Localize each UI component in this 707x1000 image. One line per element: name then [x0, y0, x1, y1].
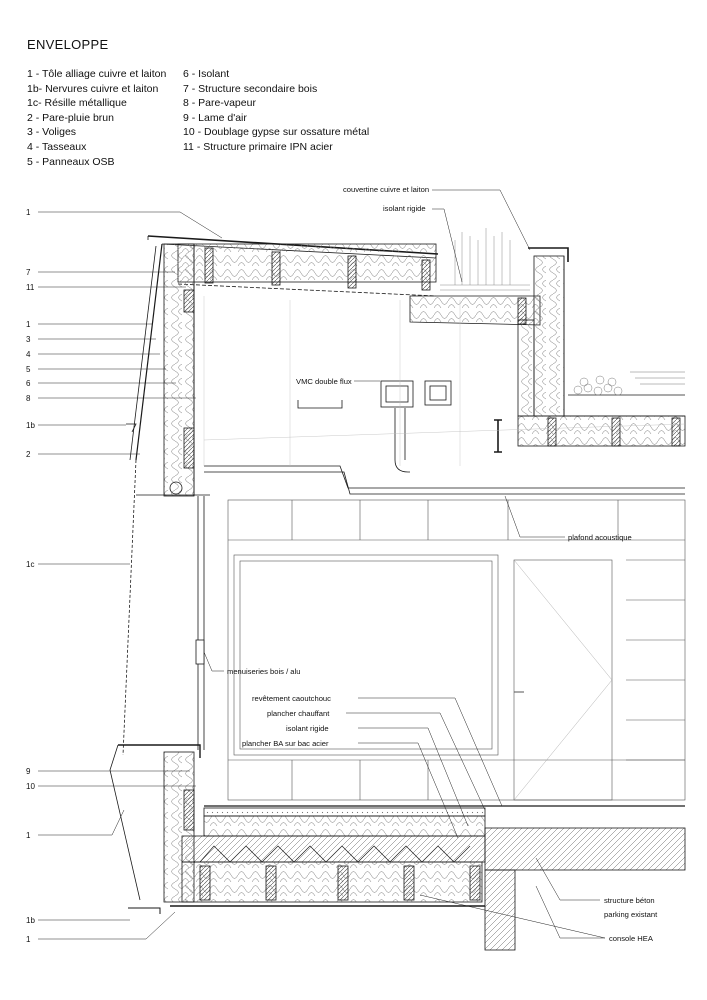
legend-item: 9 - Lame d'air	[183, 111, 247, 124]
annotation-revetement: revêtement caoutchouc	[252, 694, 331, 703]
marker: 9	[26, 767, 31, 776]
annotation-plancher-ba: plancher BA sur bac acier	[242, 739, 329, 748]
annotation-couvertine: couvertine cuivre et laiton	[343, 185, 430, 194]
legend-item: 1 - Tôle alliage cuivre et laiton	[27, 68, 167, 80]
legend-item: 1b- Nervures cuivre et laiton	[27, 82, 159, 95]
annotation-isolant-rigide-top: isolant rigide	[383, 204, 426, 213]
floor-slab	[110, 745, 685, 950]
marker: 6	[26, 379, 31, 388]
legend-item: 8 - Pare-vapeur	[183, 97, 256, 110]
legend-item: 7 - Structure secondaire bois	[183, 82, 318, 95]
window-grid	[228, 500, 685, 800]
legend-item: 2 - Pare-pluie brun	[27, 111, 114, 124]
annotation-plafond: plafond acoustique	[568, 533, 632, 542]
legend-item: 5 - Panneaux OSB	[27, 155, 115, 168]
legend-item: 4 - Tasseaux	[27, 140, 87, 153]
marker: 1	[26, 208, 31, 217]
left-markers	[26, 208, 35, 944]
legend-item: 11 - Structure primaire IPN acier	[183, 140, 333, 153]
annotation-parking: parking existant	[604, 910, 658, 919]
marker: 1b	[26, 421, 35, 430]
annotation-structure-beton: structure béton	[604, 896, 655, 905]
marker: 4	[26, 350, 31, 359]
legend-item: 3 - Voliges	[27, 126, 77, 139]
sheet-title: ENVELOPPE	[27, 37, 109, 52]
legend-item: 1c- Résille métallique	[27, 97, 127, 110]
marker: 3	[26, 335, 31, 344]
marker: 10	[26, 782, 35, 791]
marker: 1b	[26, 916, 35, 925]
marker: 5	[26, 365, 31, 374]
legend-item: 10 - Doublage gypse sur ossature métal	[183, 126, 370, 139]
ipn-beam	[494, 420, 502, 452]
annotation-plancher-chauffant: plancher chauffant	[267, 709, 330, 718]
annotation-menuiseries: menuiseries bois / alu	[227, 667, 301, 676]
marker: 8	[26, 394, 31, 403]
marker: 1	[26, 935, 31, 944]
facade-wall	[123, 244, 210, 755]
marker: 11	[26, 283, 35, 292]
annotation-console: console HEA	[609, 934, 653, 943]
marker: 7	[26, 268, 31, 277]
annotation-vmc: VMC double flux	[296, 377, 352, 386]
marker: 2	[26, 450, 31, 459]
legend-item: 6 - Isolant	[183, 68, 230, 80]
parapet	[518, 248, 685, 446]
marker: 1	[26, 320, 31, 329]
annotation-isolant-rigide-bottom: isolant rigide	[286, 724, 329, 733]
marker: 1c	[26, 560, 35, 569]
roof-assembly	[148, 228, 540, 325]
marker: 1	[26, 831, 31, 840]
roof-insulation	[178, 244, 436, 282]
